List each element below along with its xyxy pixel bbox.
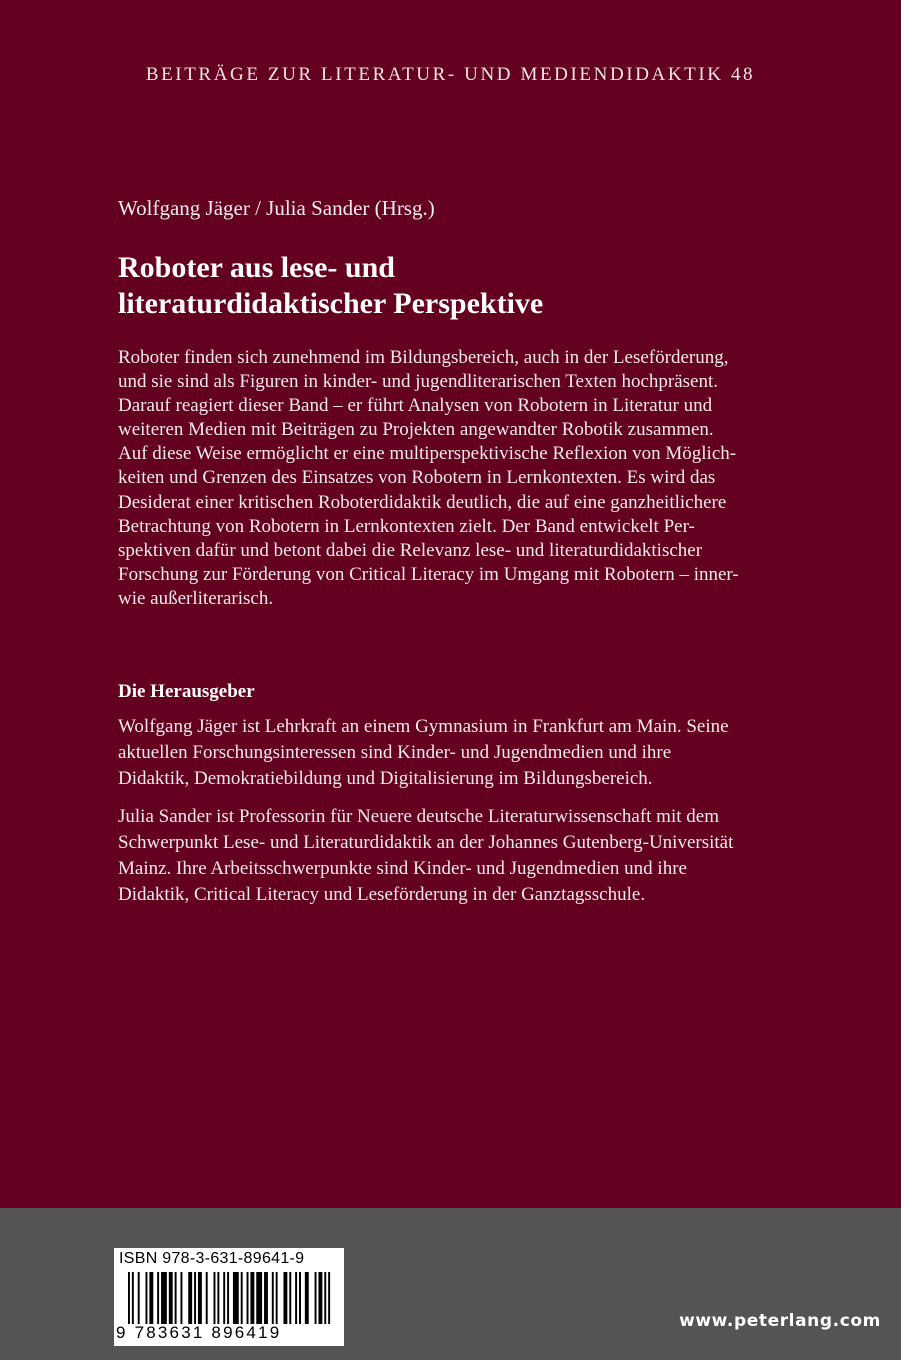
editors-heading: Die Herausgeber — [118, 681, 255, 702]
footer-band — [0, 1208, 901, 1360]
bio-line: Schwerpunkt Lese- und Literaturdidaktik an der Johannes Gutenberg-Universität — [118, 832, 734, 853]
blurb-line: und sie sind als Figuren in kinder- und jugendliterarischen Texten hochpräsent. — [118, 371, 718, 393]
blurb-line: weiteren Medien mit Beiträgen zu Projekten angewandter Robotik zusammen. — [118, 419, 714, 441]
barcode-digits: 9 783631 896419 — [116, 1323, 282, 1342]
blurb-line: spektiven dafür und betont dabei die Relevanz lese- und literaturdidaktischer — [118, 539, 703, 561]
publisher-website: www.peterlang.com — [679, 1311, 881, 1331]
blurb-line: Roboter finden sich zunehmend im Bildungsbereich, auch in der Leseförderung, — [118, 347, 729, 368]
bio-line: Didaktik, Critical Literacy und Leseförderung in der Ganztagsschule. — [118, 884, 646, 905]
isbn-label: ISBN 978-3-631-89641-9 — [119, 1250, 305, 1267]
editor-bio-sander — [118, 804, 848, 908]
blurb-line: keiten und Grenzen des Einsatzes von Robotern in Lernkontexten. Es wird das — [118, 467, 716, 489]
blurb-line: wie außerliterarisch. — [118, 587, 274, 609]
bio-line: Julia Sander ist Professorin für Neuere deutsche Literaturwissenschaft mit dem — [118, 806, 719, 827]
bio-line: Wolfgang Jäger ist Lehrkraft an einem Gymnasium in Frankfurt am Main. Seine — [118, 716, 729, 737]
blurb-line: Betrachtung von Robotern in Lernkontexten zielt. Der Band entwickelt Per- — [118, 515, 695, 537]
bio-line: aktuellen Forschungsinteressen sind Kinder- und Jugendmedien und ihre — [118, 742, 672, 763]
series-title: BEITRÄGE ZUR LITERATUR- UND MEDIENDIDAKTIK 48 — [145, 64, 756, 85]
editor-bio-jaeger — [118, 714, 848, 792]
book-title-line-2: literaturdidaktischer Perspektive — [118, 287, 544, 320]
blurb-line: Desiderat einer kritischen Roboterdidaktik deutlich, die auf eine ganzheitlichere — [118, 491, 727, 513]
book-title — [118, 250, 838, 322]
bio-line: Didaktik, Demokratiebildung und Digitalisierung im Bildungsbereich. — [118, 768, 653, 789]
blurb-line: Forschung zur Förderung von Critical Literacy im Umgang mit Robotern – inner- — [118, 563, 739, 585]
barcode-icon — [128, 1272, 334, 1324]
bio-line: Mainz. Ihre Arbeitsschwerpunkte sind Kinder- und Jugendmedien und ihre — [118, 858, 687, 879]
blurb-line: Auf diese Weise ermöglicht er eine multiperspektivische Reflexion von Möglich- — [118, 443, 737, 465]
blurb-line: Darauf reagiert dieser Band – er führt Analysen von Robotern in Literatur und — [118, 395, 713, 417]
book-title-line-1: Roboter aus lese- und — [118, 251, 395, 284]
isbn-barcode — [114, 1248, 344, 1346]
editors-line: Wolfgang Jäger / Julia Sander (Hrsg.) — [118, 196, 435, 220]
blurb-paragraph — [118, 346, 838, 611]
